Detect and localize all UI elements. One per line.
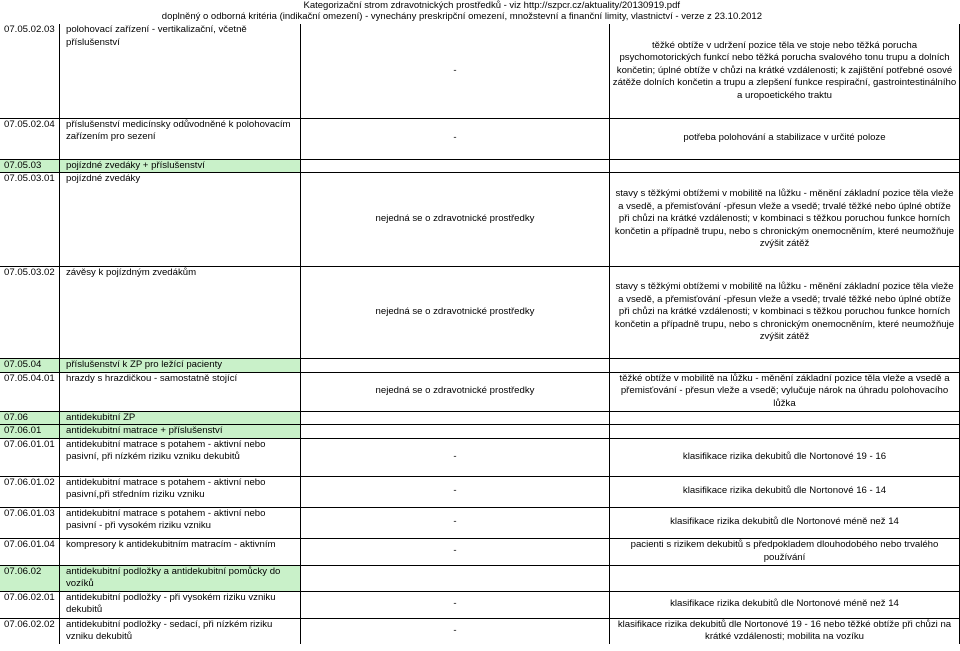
row-name: antidekubitní podložky - sedací, při nízkém riziku vzniku dekubitů bbox=[60, 618, 301, 644]
table-row bbox=[0, 372, 960, 411]
table-row bbox=[0, 438, 960, 476]
row-criteria bbox=[610, 565, 960, 591]
row-code: 07.05.02.04 bbox=[0, 118, 60, 159]
row-code: 07.06.02.02 bbox=[0, 618, 60, 644]
row-criteria: pacienti s rizikem dekubitů s předpokladem dlouhodobého nebo trvalého používání bbox=[610, 538, 960, 565]
row-name: antidekubitní matrace s potahem - aktivní nebo pasivní - při vysokém riziku vzniku bbox=[60, 507, 301, 538]
row-name: pojízdné zvedáky bbox=[60, 173, 301, 267]
table-row bbox=[0, 159, 960, 173]
header-line-1: Kategorizační strom zdravotnických prostředků - viz http://szpcr.cz/aktuality/20130919.pdf bbox=[303, 0, 680, 11]
row-code: 07.06 bbox=[0, 411, 60, 425]
row-code: 07.05.03.01 bbox=[0, 173, 60, 267]
table-row bbox=[0, 24, 960, 118]
row-note: - bbox=[301, 591, 610, 618]
row-criteria: stavy s těžkými obtížemi v mobilitě na lůžku - měnění základní pozice těla vleže a vsedě, a přemisťování -přesun vleže a vsedě; trvalé těžké nebo úplné obtíže při chůzi na krátké vzdálenosti; v kombinaci s těžkou poruchou funkce horních končetin a případně trupu, nebo s chronickým onemocněním, které neumožňuje zvýšit zátěž bbox=[610, 173, 960, 267]
row-note: - bbox=[301, 538, 610, 565]
row-note bbox=[301, 159, 610, 173]
row-name: závěsy k pojízdným zvedákům bbox=[60, 267, 301, 359]
row-code: 07.06.01 bbox=[0, 425, 60, 439]
table-row bbox=[0, 565, 960, 591]
row-note bbox=[301, 359, 610, 373]
table-row bbox=[0, 591, 960, 618]
row-code: 07.05.02.03 bbox=[4, 24, 55, 35]
row-name: antidekubitní podložky - při vysokém riziku vzniku dekubitů bbox=[60, 591, 301, 618]
row-criteria bbox=[610, 359, 960, 373]
table-row bbox=[0, 411, 960, 425]
row-note: nejedná se o zdravotnické prostředky bbox=[301, 267, 610, 359]
row-criteria: klasifikace rizika dekubitů dle Nortonové 19 - 16 nebo těžké obtíže při chůzi na krátké vzdálenosti; mobilita na vozíku bbox=[610, 618, 960, 644]
row-criteria: klasifikace rizika dekubitů dle Nortonové 16 - 14 bbox=[610, 476, 960, 507]
row-criteria: klasifikace rizika dekubitů dle Nortonové méně než 14 bbox=[610, 507, 960, 538]
row-code: 07.06.01.03 bbox=[0, 507, 60, 538]
row-criteria: klasifikace rizika dekubitů dle Nortonové méně než 14 bbox=[610, 591, 960, 618]
table-row bbox=[0, 476, 960, 507]
table-row bbox=[0, 359, 960, 373]
row-code: 07.06.01.04 bbox=[0, 538, 60, 565]
row-code: 07.06.01.02 bbox=[0, 476, 60, 507]
table-row bbox=[0, 538, 960, 565]
row-name: pojízdné zvedáky + příslušenství bbox=[60, 159, 301, 173]
row-code: 07.06.02.01 bbox=[0, 591, 60, 618]
row-criteria bbox=[610, 411, 960, 425]
table-row bbox=[0, 173, 960, 267]
row-note: - bbox=[301, 476, 610, 507]
row-name: antidekubitní matrace + příslušenství bbox=[60, 425, 301, 439]
row-note: nejedná se o zdravotnické prostředky bbox=[301, 372, 610, 411]
row-note bbox=[301, 565, 610, 591]
table-row bbox=[0, 118, 960, 159]
table-row bbox=[0, 425, 960, 439]
row-criteria: těžké obtíže v mobilitě na lůžku - měnění základní pozice těla vleže a vsedě a přemisťování - přesun vleže a vsedě; vylučuje nárok na úhradu polohovacího lůžka bbox=[610, 372, 960, 411]
row-criteria: těžké obtíže v udržení pozice těla ve stoje nebo těžká porucha psychomotorických funkcí nebo těžká porucha svalového tonu trupu a dolních končetin; úplné obtíže v chůzi na krátké vzdálenosti; k zajištění potřebné osové zátěže dolních končetin a trupu a zlepšení funkce respirační, gastrointestinálního a uropoetického traktu bbox=[610, 24, 960, 118]
row-criteria: klasifikace rizika dekubitů dle Nortonové 19 - 16 bbox=[610, 438, 960, 476]
row-criteria bbox=[610, 159, 960, 173]
row-criteria: stavy s těžkými obtížemi v mobilitě na lůžku - měnění základní pozice těla vleže a vsedě, a přemisťování -přesun vleže a vsedě; trvalé těžké nebo úplné obtíže při chůzi na krátké vzdálenosti; v kombinaci s těžkou poruchou funkce horních končetin a případně trupu, nebo s chronickým onemocněním, které neumožňuje zvýšit zátěž bbox=[610, 267, 960, 359]
document-header bbox=[0, 0, 960, 24]
row-note: - bbox=[301, 507, 610, 538]
row-code: 07.05.04.01 bbox=[0, 372, 60, 411]
row-name: antidekubitní ZP bbox=[60, 411, 301, 425]
row-note bbox=[301, 411, 610, 425]
row-name: příslušenství medicínsky odůvodněné k polohovacím zařízením pro sezení bbox=[60, 118, 301, 159]
row-name: polohovací zařízení - vertikalizační, včetně příslušenství bbox=[60, 24, 301, 118]
row-note: nejedná se o zdravotnické prostředky bbox=[301, 173, 610, 267]
row-name: příslušenství k ZP pro ležící pacienty bbox=[60, 359, 301, 373]
table-row bbox=[0, 267, 960, 359]
criteria-table bbox=[0, 24, 960, 644]
row-note bbox=[301, 425, 610, 439]
row-code: 07.06.02 bbox=[0, 565, 60, 591]
row-code: 07.06.01.01 bbox=[0, 438, 60, 476]
row-criteria: potřeba polohování a stabilizace v určité poloze bbox=[610, 118, 960, 159]
table-row bbox=[0, 618, 960, 644]
row-name: kompresory k antidekubitním matracím - aktivním bbox=[60, 538, 301, 565]
row-name: antidekubitní podložky a antidekubitní pomůcky do vozíků bbox=[60, 565, 301, 591]
header-line-2: doplněný o odborná kritéria (indikační omezení) - vynechány preskripční omezení, množstevní a finanční limity, vlastnictví - verze z 23.10.2012 bbox=[161, 11, 762, 22]
row-criteria bbox=[610, 425, 960, 439]
row-note: - bbox=[301, 118, 610, 159]
row-name: antidekubitní matrace s potahem - aktivní nebo pasivní, při nízkém riziku vzniku dekubitů bbox=[60, 438, 301, 476]
table-row bbox=[0, 507, 960, 538]
row-note: - bbox=[301, 24, 610, 118]
row-code: 07.05.04 bbox=[0, 359, 60, 373]
row-code: 07.05.03.02 bbox=[0, 267, 60, 359]
row-name: hrazdy s hrazdičkou - samostatně stojící bbox=[60, 372, 301, 411]
row-note: - bbox=[301, 618, 610, 644]
row-name: antidekubitní matrace s potahem - aktivní nebo pasivní,při středním riziku vzniku bbox=[60, 476, 301, 507]
row-note: - bbox=[301, 438, 610, 476]
row-code: 07.05.03 bbox=[0, 159, 60, 173]
